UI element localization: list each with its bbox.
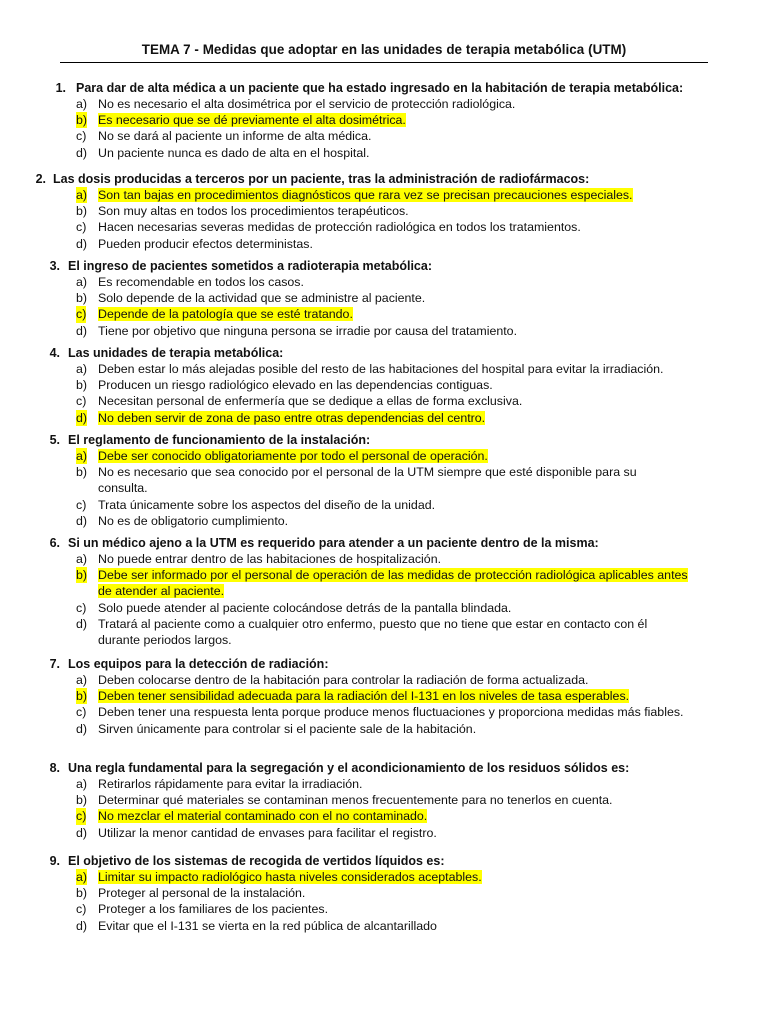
answer-list xyxy=(0,274,768,339)
question-number: 6. xyxy=(49,536,60,550)
answer-text: Un paciente nunca es dado de alta en el hospital. xyxy=(98,145,370,160)
answer-letter: b) xyxy=(76,204,88,219)
answer-option xyxy=(0,672,768,688)
question-item xyxy=(0,535,768,648)
answer-text-wrap xyxy=(98,464,688,496)
title-rule xyxy=(60,62,708,63)
answer-text-wrap xyxy=(98,600,688,616)
question-item xyxy=(0,171,768,252)
question-item xyxy=(0,853,768,934)
highlighted-answer-text: Debe ser informado por el personal de operación de las medidas de protección radiológica aplicables antes de atender al paciente. xyxy=(98,568,688,599)
question-item xyxy=(0,760,768,841)
answer-text-wrap xyxy=(98,672,688,688)
answer-text-wrap xyxy=(98,187,688,203)
answer-letter: d) xyxy=(76,825,88,840)
answer-option xyxy=(0,290,768,306)
answer-option-correct xyxy=(0,567,768,599)
answer-text-wrap xyxy=(98,145,688,161)
answer-letter: d) xyxy=(76,323,88,338)
answer-list xyxy=(0,672,768,737)
answer-text: Proteger al personal de la instalación. xyxy=(98,886,306,901)
answer-text-wrap xyxy=(98,323,688,339)
answer-option xyxy=(0,236,768,252)
answer-text-wrap xyxy=(98,377,688,393)
answer-text: Producen un riesgo radiológico elevado en las dependencias contiguas. xyxy=(98,378,493,393)
answer-option xyxy=(0,377,768,393)
answer-option xyxy=(0,901,768,917)
answer-option-correct xyxy=(0,688,768,704)
question-item xyxy=(0,656,768,737)
question-text: Si un médico ajeno a la UTM es requerido para atender a un paciente dentro de la misma: xyxy=(68,536,599,550)
question-heading xyxy=(0,171,768,187)
answer-text-wrap xyxy=(98,96,688,112)
answer-list xyxy=(0,869,768,934)
answer-text-wrap xyxy=(98,808,688,824)
highlighted-answer-text: Son tan bajas en procedimientos diagnósticos que rara vez se precisan precauciones especiales. xyxy=(98,188,633,202)
answer-text-wrap xyxy=(98,616,688,648)
answer-text-wrap xyxy=(98,792,688,808)
question-heading xyxy=(0,432,768,448)
answer-option xyxy=(0,128,768,144)
answer-text-wrap xyxy=(98,885,688,901)
question-item xyxy=(0,80,768,161)
answer-option xyxy=(0,145,768,161)
answer-option-correct xyxy=(0,306,768,322)
highlighted-answer-text: Debe ser conocido obligatoriamente por todo el personal de operación. xyxy=(98,449,488,463)
answer-letter: c) xyxy=(76,600,87,615)
question-heading xyxy=(0,258,768,274)
question-item xyxy=(0,432,768,529)
answer-option xyxy=(0,721,768,737)
answer-text-wrap xyxy=(98,688,688,704)
answer-option xyxy=(0,219,768,235)
answer-text: Pueden producir efectos deterministas. xyxy=(98,236,313,251)
answer-list xyxy=(0,96,768,161)
answer-option xyxy=(0,776,768,792)
answer-text: Tiene por objetivo que ninguna persona se irradie por causa del tratamiento. xyxy=(98,323,518,338)
answer-option xyxy=(0,361,768,377)
question-text: Las unidades de terapia metabólica: xyxy=(68,346,284,360)
answer-letter: c) xyxy=(76,394,87,409)
answer-option xyxy=(0,96,768,112)
question-text: El objetivo de los sistemas de recogida de vertidos líquidos es: xyxy=(68,854,445,868)
answer-option-correct xyxy=(0,410,768,426)
question-text: Para dar de alta médica a un paciente que ha estado ingresado en la habitación de terapia metabólica: xyxy=(76,81,684,95)
answer-letter: b) xyxy=(76,568,88,583)
answer-text-wrap xyxy=(98,776,688,792)
answer-text-wrap xyxy=(98,704,688,720)
question-number: 8. xyxy=(49,761,60,775)
answer-option xyxy=(0,497,768,513)
answer-option xyxy=(0,464,768,496)
answer-text: Utilizar la menor cantidad de envases para facilitar el registro. xyxy=(98,825,437,840)
answer-text: No puede entrar dentro de las habitaciones de hospitalización. xyxy=(98,552,442,566)
answer-letter: b) xyxy=(76,465,88,480)
answer-option-correct xyxy=(0,808,768,824)
answer-text-wrap xyxy=(98,497,688,513)
answer-list xyxy=(0,448,768,529)
answer-option xyxy=(0,825,768,841)
answer-list xyxy=(0,187,768,252)
answer-option xyxy=(0,600,768,616)
question-text: Los equipos para la detección de radiación: xyxy=(68,657,329,671)
question-number: 7. xyxy=(49,657,60,671)
answer-text-wrap xyxy=(98,567,688,599)
answer-text-wrap xyxy=(98,825,688,841)
answer-letter: c) xyxy=(76,705,87,720)
question-text: El ingreso de pacientes sometidos a radioterapia metabólica: xyxy=(68,259,433,273)
answer-text-wrap xyxy=(98,128,688,144)
answer-option xyxy=(0,274,768,290)
answer-letter: b) xyxy=(76,886,88,901)
answer-option-correct xyxy=(0,869,768,885)
answer-text-wrap xyxy=(98,918,688,934)
answer-option-correct xyxy=(0,448,768,464)
answer-text: No es necesario el alta dosimétrica por el servicio de protección radiológica. xyxy=(98,97,516,111)
answer-option xyxy=(0,551,768,567)
answer-letter: d) xyxy=(76,616,88,631)
answer-list xyxy=(0,776,768,841)
answer-list xyxy=(0,361,768,426)
answer-text: Deben estar lo más alejadas posible del resto de las habitaciones del hospital para evitar la irradiación. xyxy=(98,362,664,376)
answer-text: Es recomendable en todos los casos. xyxy=(98,275,304,289)
question-text: Una regla fundamental para la segregación y el acondicionamiento de los residuos sólidos es: xyxy=(68,761,630,775)
highlighted-answer-text: Es necesario que se dé previamente el alta dosimétrica. xyxy=(98,113,406,128)
answer-letter: b) xyxy=(76,793,88,808)
answer-text: Sirven únicamente para controlar si el paciente sale de la habitación. xyxy=(98,721,477,736)
answer-option xyxy=(0,885,768,901)
answer-letter: a) xyxy=(76,97,88,111)
question-number: 1. xyxy=(55,81,66,95)
question-number: 4. xyxy=(49,346,60,360)
question-number: 5. xyxy=(49,433,60,447)
highlighted-answer-text: Depende de la patología que se esté tratando. xyxy=(98,307,353,322)
answer-text-wrap xyxy=(98,306,688,322)
answer-text: Retirarlos rápidamente para evitar la irradiación. xyxy=(98,777,363,791)
answer-letter: a) xyxy=(76,188,88,202)
question-number: 9. xyxy=(49,854,60,868)
answer-option-correct xyxy=(0,112,768,128)
answer-letter: b) xyxy=(76,113,88,128)
answer-letter: a) xyxy=(76,870,88,884)
answer-option xyxy=(0,203,768,219)
answer-option xyxy=(0,792,768,808)
question-heading xyxy=(0,656,768,672)
answer-text: Evitar que el I-131 se vierta en la red pública de alcantarillado xyxy=(98,918,437,933)
answer-text-wrap xyxy=(98,236,688,252)
answer-text-wrap xyxy=(98,361,688,377)
highlighted-answer-text: Deben tener sensibilidad adecuada para la radiación del I-131 en los niveles de tasa esperables. xyxy=(98,689,630,704)
answer-letter: b) xyxy=(76,689,88,704)
answer-option xyxy=(0,393,768,409)
highlighted-answer-text: Limitar su impacto radiológico hasta niveles considerados aceptables. xyxy=(98,870,482,884)
question-text: Las dosis producidas a terceros por un paciente, tras la administración de radiofármacos: xyxy=(53,172,590,186)
answer-text: No es necesario que sea conocido por el personal de la UTM siempre que esté disponible para su consulta. xyxy=(98,465,637,496)
answer-text: Deben colocarse dentro de la habitación para controlar la radiación de forma actualizada. xyxy=(98,673,589,687)
question-item xyxy=(0,345,768,426)
question-number: 2. xyxy=(35,172,46,186)
answer-option xyxy=(0,918,768,934)
answer-letter: d) xyxy=(76,918,88,933)
answer-text: Necesitan personal de enfermería que se dedique a ellas de forma exclusiva. xyxy=(98,394,523,409)
answer-letter: d) xyxy=(76,513,88,528)
question-heading xyxy=(0,535,768,551)
question-heading xyxy=(0,80,768,96)
answer-text: Hacen necesarias severas medidas de protección radiológica en todos los tratamientos. xyxy=(98,220,581,235)
question-item xyxy=(0,258,768,339)
answer-letter: a) xyxy=(76,275,88,289)
answer-letter: c) xyxy=(76,809,87,824)
answer-text-wrap xyxy=(98,721,688,737)
answer-text-wrap xyxy=(98,448,688,464)
question-number: 3. xyxy=(49,259,60,273)
answer-text-wrap xyxy=(98,901,688,917)
answer-letter: b) xyxy=(76,378,88,393)
answer-text: Solo puede atender al paciente colocándose detrás de la pantalla blindada. xyxy=(98,600,512,615)
document-title: TEMA 7 - Medidas que adoptar en las unidades de terapia metabólica (UTM) xyxy=(141,42,627,57)
highlighted-answer-text: No mezclar el material contaminado con el no contaminado. xyxy=(98,809,428,824)
answer-text: Solo depende de la actividad que se administre al paciente. xyxy=(98,291,426,306)
answer-text-wrap xyxy=(98,513,688,529)
answer-text: No se dará al paciente un informe de alta médica. xyxy=(98,129,372,144)
answer-letter: d) xyxy=(76,236,88,251)
answer-text: Son muy altas en todos los procedimientos terapéuticos. xyxy=(98,204,409,219)
answer-letter: a) xyxy=(76,449,88,463)
answer-option xyxy=(0,704,768,720)
answer-text: Proteger a los familiares de los pacientes. xyxy=(98,902,329,917)
answer-text: Determinar qué materiales se contaminan menos frecuentemente para no tenerlos en cuenta. xyxy=(98,793,613,808)
answer-text: Tratará al paciente como a cualquier otro enfermo, puesto que no tiene que estar en contacto con él durante periodos largos. xyxy=(98,616,648,648)
answer-text-wrap xyxy=(98,290,688,306)
answer-letter: c) xyxy=(76,307,87,322)
answer-letter: a) xyxy=(76,552,88,566)
answer-text-wrap xyxy=(98,219,688,235)
answer-letter: a) xyxy=(76,777,88,791)
answer-text-wrap xyxy=(98,393,688,409)
answer-letter: c) xyxy=(76,220,87,235)
answer-letter: c) xyxy=(76,129,87,144)
question-heading xyxy=(0,345,768,361)
answer-letter: c) xyxy=(76,902,87,917)
answer-text-wrap xyxy=(98,410,688,426)
answer-text-wrap xyxy=(98,274,688,290)
answer-letter: a) xyxy=(76,673,88,687)
answer-letter: b) xyxy=(76,291,88,306)
answer-letter: d) xyxy=(76,410,88,425)
answer-letter: d) xyxy=(76,145,88,160)
answer-text: No es de obligatorio cumplimiento. xyxy=(98,513,289,528)
answer-letter: c) xyxy=(76,497,87,512)
answer-text-wrap xyxy=(98,869,688,885)
answer-text: Deben tener una respuesta lenta porque produce menos fluctuaciones y proporciona medidas más fiables. xyxy=(98,705,684,720)
question-text: El reglamento de funcionamiento de la instalación: xyxy=(68,433,371,447)
answer-option xyxy=(0,616,768,648)
question-heading xyxy=(0,760,768,776)
answer-option-correct xyxy=(0,187,768,203)
answer-text-wrap xyxy=(98,112,688,128)
answer-text-wrap xyxy=(98,203,688,219)
answer-option xyxy=(0,513,768,529)
highlighted-answer-text: No deben servir de zona de paso entre otras dependencias del centro. xyxy=(98,410,486,425)
answer-text-wrap xyxy=(98,551,688,567)
answer-option xyxy=(0,323,768,339)
answer-list xyxy=(0,551,768,648)
question-heading xyxy=(0,853,768,869)
answer-text: Trata únicamente sobre los aspectos del diseño de la unidad. xyxy=(98,497,436,512)
answer-letter: d) xyxy=(76,721,88,736)
answer-letter: a) xyxy=(76,362,88,376)
